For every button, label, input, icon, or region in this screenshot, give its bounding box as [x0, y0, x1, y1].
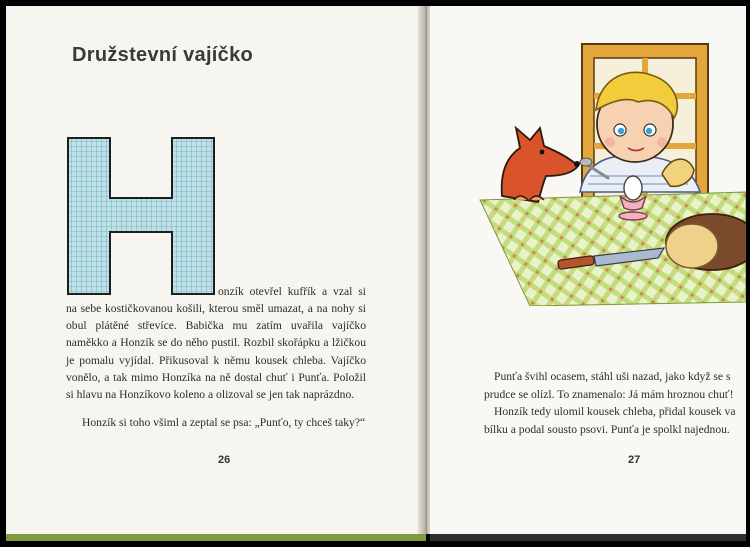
paragraph-1: na sebe kostičkovanou košili, kterou směl umazat, a na nohy si obul plátěné střevíce. Babička mu zatím uvařila vajíčko naměkko a Honzík se do něho pustil. Rozbil skořápku a lžičkou je pomalu vyjídal. Přikusoval k němu kousek chleba. Vajíčko vonělo, a tak mimo Honzíka na ně dostal chuť i Punťa. Položil si hlavu na Honzíkovo koleno a olizoval se jen tak naprázdno. [66, 302, 366, 402]
right-paragraph-2: Honzík tedy ulomil kousek chleba, přidal kousek va bílku a podal sousto psovi. Punťa je spolkl najednou. [484, 405, 736, 436]
svg-text:H: H [66, 136, 67, 137]
page-number-left: 26 [218, 454, 231, 466]
right-page [430, 6, 746, 534]
paragraph-2: Honzík si toho všiml a zeptal se psa: „Punťo, ty chceš taky?“ [82, 416, 366, 429]
chapter-title: Družstevní vajíčko [72, 44, 254, 66]
right-paragraph-1: Punťa švihl ocasem, stáhl uši nazad, jako když se s prudce se olízl. To znamenalo: Já mám hroznou chuť! [484, 370, 734, 401]
paragraph-first-line: onzík otevřel kufřík a vzal si [218, 285, 366, 298]
drop-cap-h [66, 136, 218, 298]
dog [502, 128, 580, 202]
left-page [6, 6, 426, 534]
bread-loaf [666, 214, 746, 270]
book-edge-right [430, 534, 746, 541]
page-number-right: 27 [628, 454, 641, 466]
book-edge [6, 534, 426, 541]
illustration-boy-and-dog [430, 6, 746, 306]
